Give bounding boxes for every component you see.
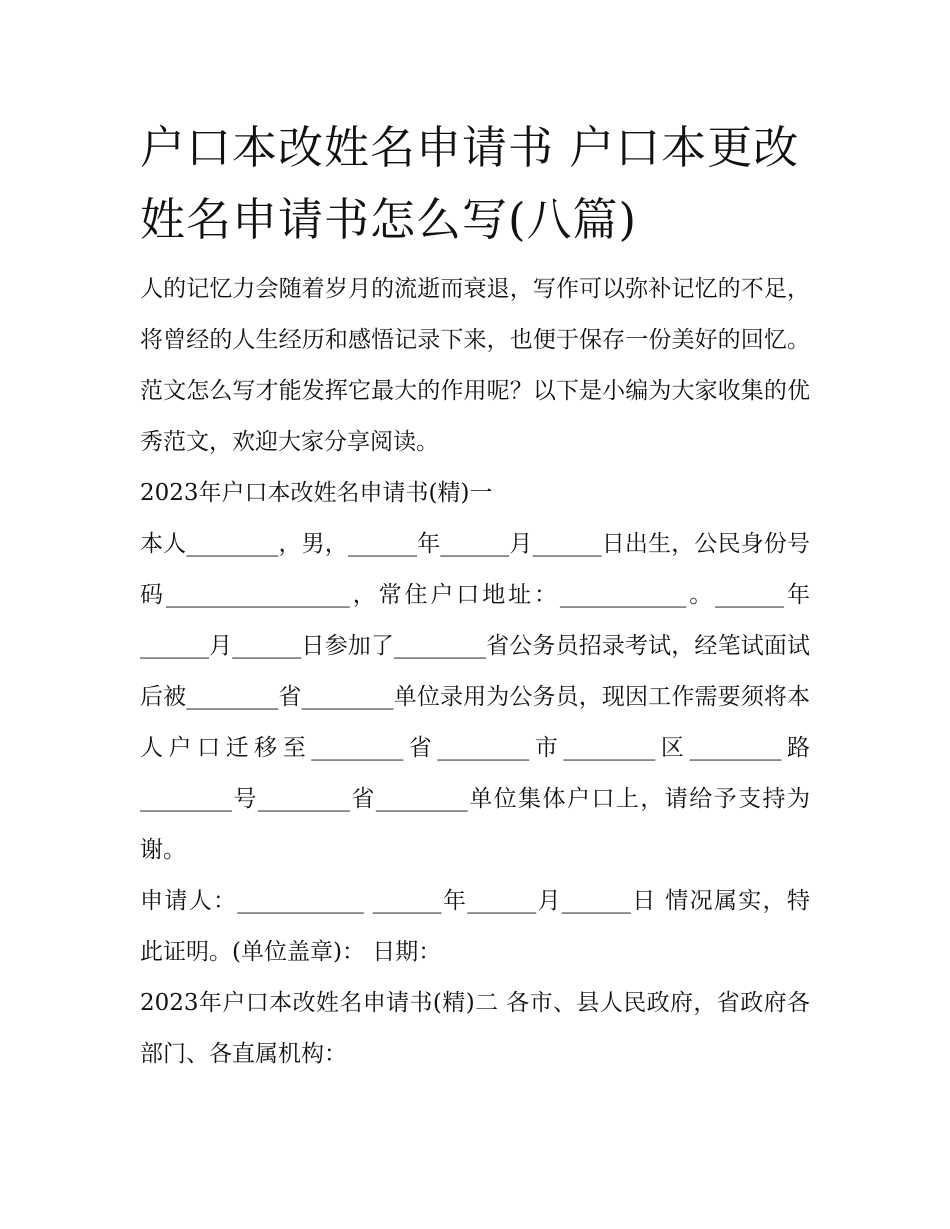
section-heading-1: 2023年户口本改姓名申请书(精)一 [140, 480, 493, 506]
intro-paragraph: 人的记忆力会随着岁月的流逝而衰退，写作可以弥补记忆的不足，将曾经的人生经历和感悟记录下来，也便于保存一份美好的回忆。范文怎么写才能发挥它最大的作用呢？以下是小编为大家收集的优秀范文，欢迎大家分享阅读。 [140, 276, 810, 455]
document-page [140, 112, 810, 1080]
section-heading-2: 2023年户口本改姓名申请书(精)二 各市、县人民政府，省政府各部门、各直属机构： [140, 990, 810, 1067]
signature-paragraph: 申请人：___________ ______年______月______日 情况属实，特此证明。(单位盖章)： 日期： [140, 888, 810, 965]
document-title: 户口本改姓名申请书 户口本更改姓名申请书怎么写(八篇) [140, 121, 800, 246]
application-body-paragraph: 本人________，男，______年______月______日出生，公民身份号码________________，常住户口地址：___________。______年______月______日参加了________省公务员招录考试，经笔试面试后被________省________单位录用为公务员，现因工作需要须将本人户口迁移至________省________市________区________路________号________省________单位集体户口上，请给予支持为谢。 [140, 531, 810, 863]
